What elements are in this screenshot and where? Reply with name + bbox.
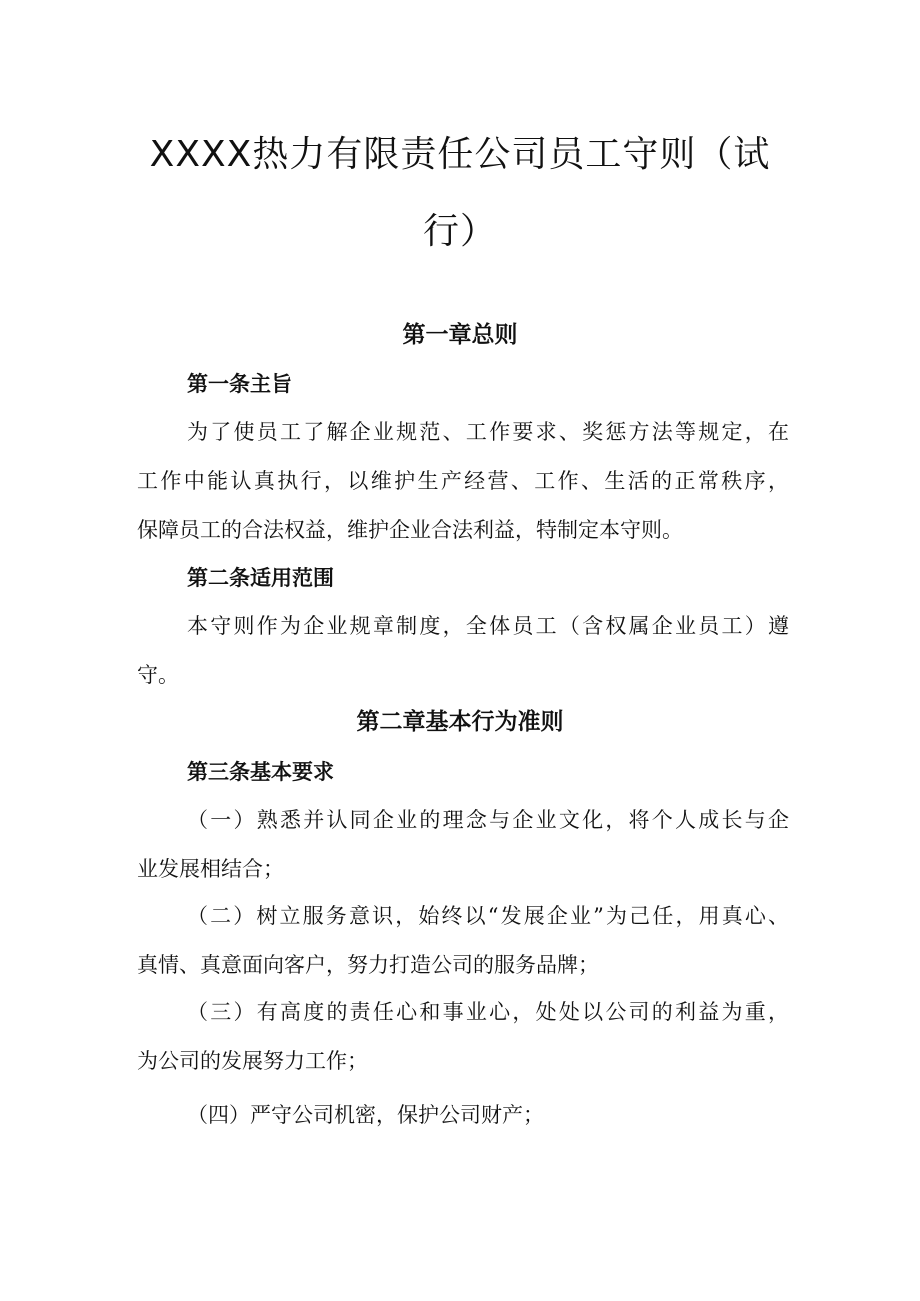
- document-title-line-2: 行）: [422, 211, 497, 252]
- article-3-item-3-line-2: 为公司的发展努力工作；: [137, 1049, 368, 1073]
- chapter-1-heading: 第一章总则: [402, 322, 518, 348]
- article-1-line-1: 为了使员工了解企业规范、工作要求、奖惩方法等规定，在: [187, 420, 789, 444]
- article-3-item-2-line-2: 真情、真意面向客户，努力打造公司的服务品牌；: [137, 953, 599, 977]
- article-3-item-2-line-1: （二）树立服务意识，始终以“发展企业”为己任，用真心、: [187, 904, 789, 928]
- article-1-heading: 第一条主旨: [187, 372, 292, 396]
- article-2-heading: 第二条适用范围: [187, 566, 334, 590]
- article-1-line-3: 保障员工的合法权益，维护企业合法利益，特制定本守则。: [137, 518, 683, 542]
- article-3-item-1-line-2: 业发展相结合；: [137, 857, 284, 881]
- article-2-line-1: 本守则作为企业规章制度，全体员工（含权属企业员工）遵: [187, 614, 789, 638]
- article-3-item-4-line-1: （四）严守公司机密，保护公司财产；: [187, 1103, 544, 1127]
- chapter-2-heading: 第二章基本行为准则: [356, 709, 564, 735]
- article-3-heading: 第三条基本要求: [187, 760, 334, 784]
- article-2-line-2: 守。: [137, 663, 179, 687]
- article-3-item-1-line-1: （一）熟悉并认同企业的理念与企业文化，将个人成长与企: [187, 808, 789, 832]
- article-3-item-3-line-1: （三）有高度的责任心和事业心，处处以公司的利益为重，: [187, 1000, 789, 1024]
- article-1-line-2: 工作中能认真执行，以维护生产经营、工作、生活的正常秩序，: [137, 469, 789, 493]
- document-title-line-1: XXXX热力有限责任公司员工守则（试: [149, 134, 771, 175]
